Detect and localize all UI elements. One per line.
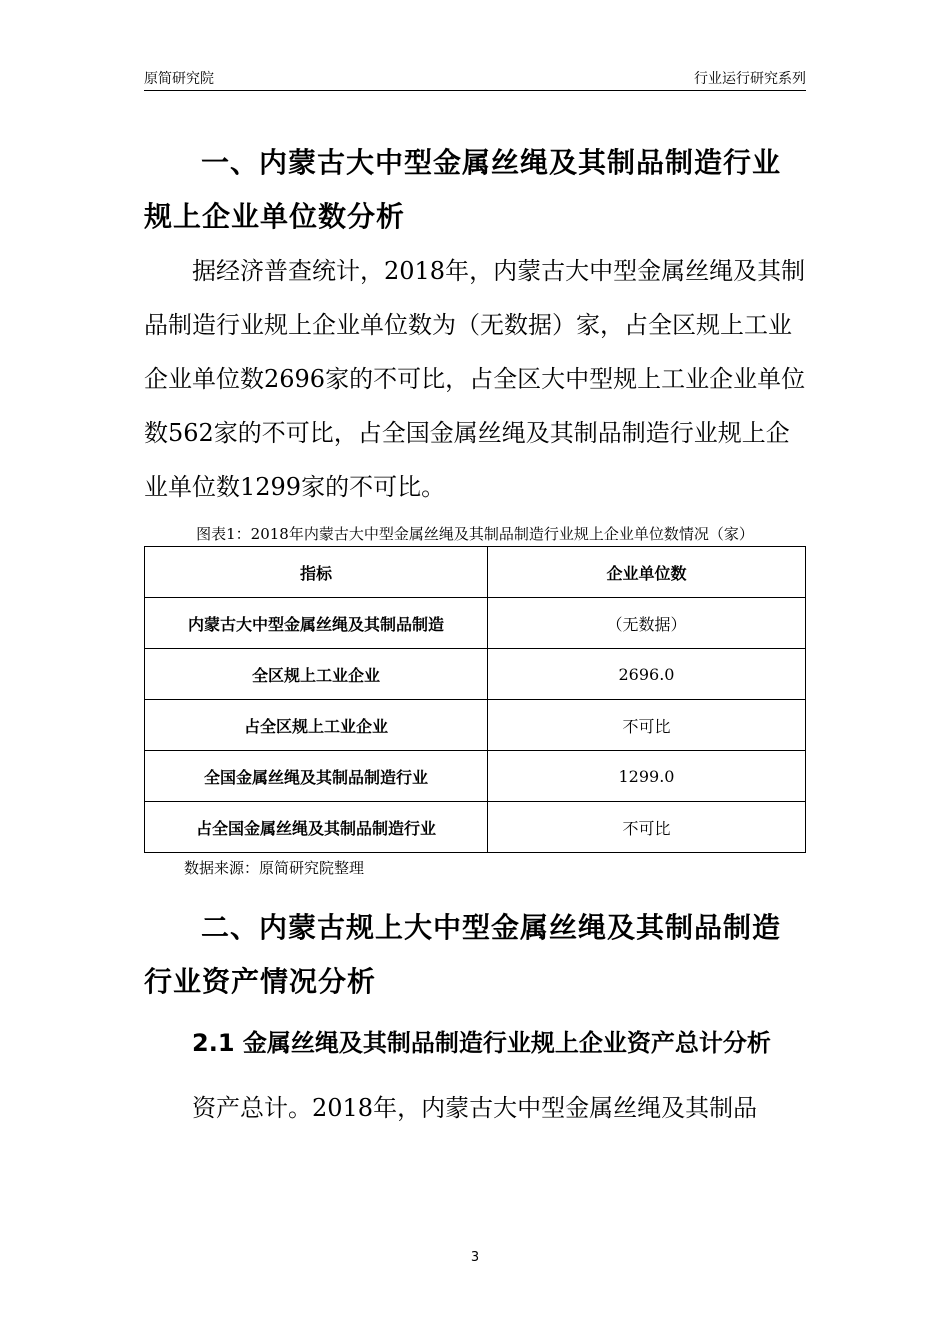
table-header-indicator: 指标 [145, 547, 488, 598]
table-caption: 图表1：2018年内蒙古大中型金属丝绳及其制品制造行业规上企业单位数情况（家） [196, 525, 754, 543]
table-source-note: 数据来源：原简研究院整理 [184, 859, 365, 877]
section1-title: 一、内蒙古大中型金属丝绳及其制品制造行业规上企业单位数分析 [144, 146, 782, 233]
table-row-label: 全国金属丝绳及其制品制造行业 [145, 751, 488, 802]
data-table [144, 546, 806, 853]
document-body [144, 136, 806, 1135]
table-row-label: 占全国金属丝绳及其制品制造行业 [145, 802, 488, 853]
table-row [145, 649, 806, 700]
table-row-value: 1299.0 [488, 751, 806, 802]
page-header [144, 64, 806, 91]
table-row [145, 598, 806, 649]
section2-subtitle: 2.1 金属丝绳及其制品制造行业规上企业资产总计分析 [192, 1029, 771, 1057]
table-row-label: 占全区规上工业企业 [145, 700, 488, 751]
table-row [145, 751, 806, 802]
page-number: 3 [470, 1250, 480, 1265]
header-series-name: 行业运行研究系列 [694, 71, 806, 87]
table-row-value: 2696.0 [488, 649, 806, 700]
table-row-label: 全区规上工业企业 [145, 649, 488, 700]
section1-paragraph: 据经济普查统计，2018年，内蒙古大中型金属丝绳及其制品制造行业规上企业单位数为（无数据）家，占全区规上工业企业单位数2696家的不可比，占全区大中型规上工业企业单位数562家的不可比，占全国金属丝绳及其制品制造行业规上企业单位数1299家的不可比。 [144, 257, 806, 501]
table-row-value: 不可比 [488, 802, 806, 853]
header-org-name: 原简研究院 [144, 71, 214, 87]
table-row [145, 802, 806, 853]
table-header-unit-count: 企业单位数 [488, 547, 806, 598]
table-row-value: （无数据） [488, 598, 806, 649]
table-header-row [145, 547, 806, 598]
section2-paragraph: 资产总计。2018年，内蒙古大中型金属丝绳及其制品 [192, 1094, 758, 1122]
table-row-value: 不可比 [488, 700, 806, 751]
table-row [145, 700, 806, 751]
section2-title: 二、内蒙古规上大中型金属丝绳及其制品制造行业资产情况分析 [144, 911, 782, 998]
table-row-label: 内蒙古大中型金属丝绳及其制品制造 [145, 598, 488, 649]
